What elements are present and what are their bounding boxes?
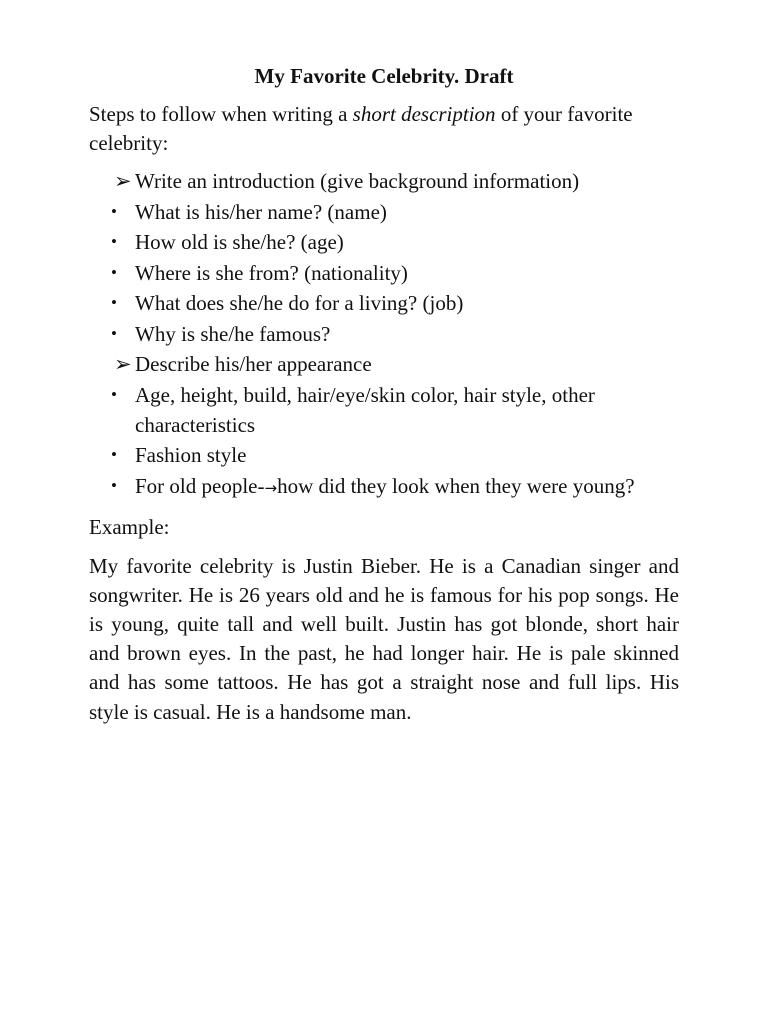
list-item-text: Where is she from? (nationality) — [135, 260, 408, 285]
list-item — [89, 166, 679, 196]
bullet-icon: • — [111, 445, 117, 464]
list-item — [89, 349, 679, 379]
intro-text-after: of your favorite celebrity: — [89, 102, 633, 155]
list-item — [89, 471, 679, 503]
intro-paragraph — [89, 100, 679, 158]
document-title: My Favorite Celebrity. Draft — [254, 64, 514, 88]
list-item — [89, 380, 679, 440]
list-item — [89, 319, 679, 349]
list-item — [89, 258, 679, 288]
list-item-text: Write an introduction (give background information) — [135, 169, 580, 193]
list-item — [89, 440, 679, 470]
list-item-text: Why is she/he famous? — [135, 321, 331, 346]
list-item — [89, 227, 679, 257]
arrowhead-bullet-icon: ➢ — [114, 169, 132, 193]
document-page — [89, 62, 679, 727]
list-item-text: How old is she/he? (age) — [135, 230, 344, 254]
list-item-text: What does she/he do for a living? (job) — [135, 291, 464, 315]
list-item — [89, 288, 679, 318]
bullet-icon: • — [111, 475, 117, 495]
list-item-text-before: For old people- — [135, 473, 265, 498]
bullet-icon: • — [111, 262, 117, 282]
bullet-icon: • — [111, 201, 117, 221]
list-item-text: Age, height, build, hair/eye/skin color, hair style, other characteristics — [135, 382, 595, 437]
list-item-text: Fashion style — [135, 443, 247, 467]
example-paragraph: My favorite celebrity is Justin Bieber. He is a Canadian singer and songwriter. He is 26 years old and he is famous for his pop songs. He is young, quite tall and well built. Justin has got blonde, short hair and brown eyes. In the past, he had longer hair. He is pale skinned and has some tattoos. He has got a straight nose and full lips. His style is casual. He is a handsome man. — [89, 553, 679, 724]
steps-list — [89, 166, 679, 503]
list-item-text: Describe his/her appearance — [135, 352, 372, 376]
bullet-icon: • — [111, 293, 117, 312]
list-item — [89, 197, 679, 227]
intro-text-before: Steps to follow when writing a — [89, 102, 353, 126]
arrowhead-bullet-icon: ➢ — [114, 352, 132, 376]
list-item-text: What is his/her name? (name) — [135, 199, 387, 224]
bullet-icon: • — [111, 323, 117, 343]
right-arrow-icon: → — [264, 478, 278, 497]
bullet-icon: • — [111, 384, 117, 404]
bullet-icon: • — [111, 232, 117, 251]
intro-emphasis: short description — [352, 102, 496, 126]
example-label: Example: — [89, 514, 170, 539]
list-item-text-after: how did they look when they were young? — [277, 473, 635, 498]
